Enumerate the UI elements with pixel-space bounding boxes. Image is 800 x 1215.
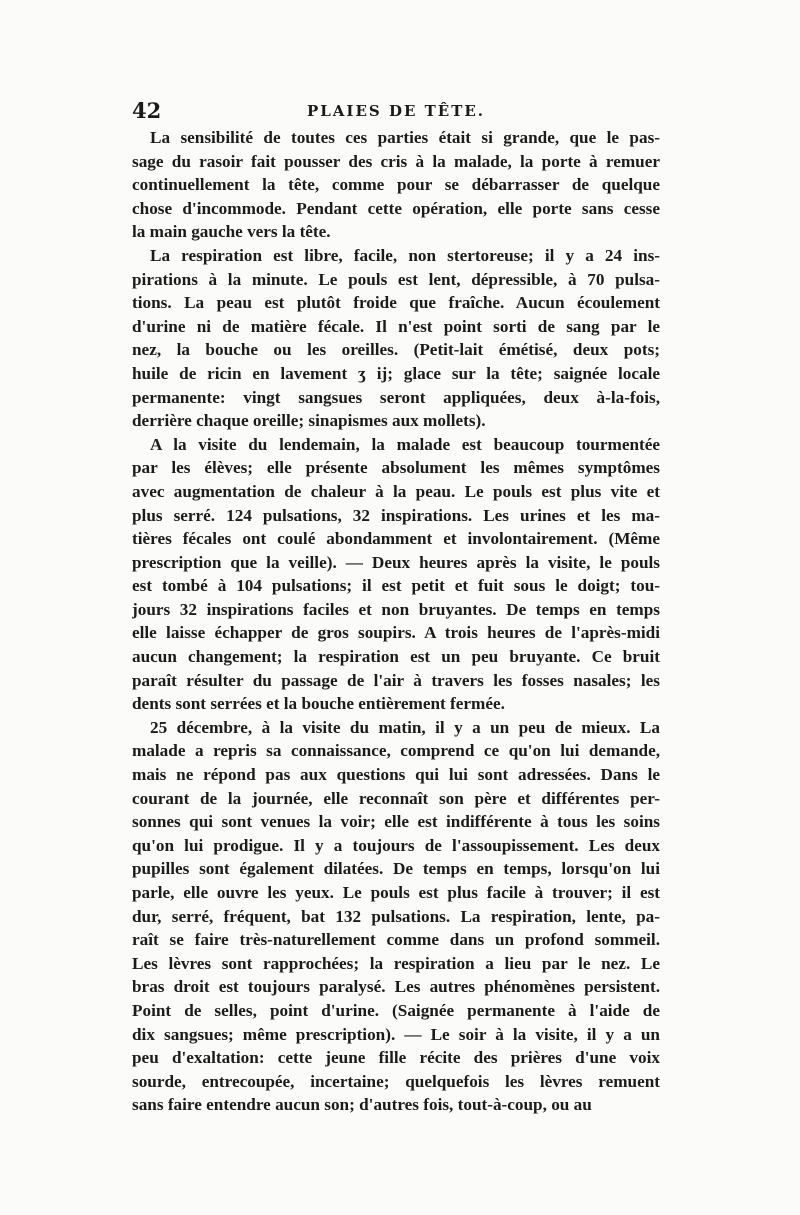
text-line: Les lèvres sont rapprochées; la respiration a lieu par le nez. Le xyxy=(132,953,660,973)
text-line: dur, serré, fréquent, bat 132 pulsations. La respiration, lente, pa- xyxy=(132,906,660,926)
text-line: tières fécales ont coulé abondamment et involontairement. (Même xyxy=(132,529,660,549)
text-line: A la visite du lendemain, la malade est beaucoup tourmentée xyxy=(150,434,660,454)
text-line: huile de ricin en lavement ʒ ij; glace sur la tête; saignée locale xyxy=(132,363,660,383)
text-line: paraît résulter du passage de l'air à travers les fosses nasales; les xyxy=(132,670,660,690)
paragraph xyxy=(132,433,660,716)
text-line: 25 décembre, à la visite du matin, il y a un peu de mieux. La xyxy=(150,717,660,737)
text-line: qu'on lui prodigue. Il y a toujours de l'assoupissement. Les deux xyxy=(132,835,660,855)
paragraph xyxy=(132,126,660,244)
text-line: elle laisse échapper de gros soupirs. A trois heures de l'après-midi xyxy=(132,623,660,643)
running-title: PLAIES DE TÊTE. xyxy=(306,102,486,120)
text-line: peu d'exaltation: cette jeune fille récite des prières d'une voix xyxy=(132,1048,660,1068)
text-line: la main gauche vers la tête. xyxy=(132,222,331,242)
page-header xyxy=(132,98,660,124)
text-line: tions. La peau est plutôt froide que fraîche. Aucun écoulement xyxy=(132,293,660,313)
text-line: parle, elle ouvre les yeux. Le pouls est plus facile à trouver; il est xyxy=(132,883,660,902)
text-line: est tombé à 104 pulsations; il est petit et fuit sous le doigt; tou- xyxy=(132,576,660,596)
text-line: sourde, entrecoupée, incertaine; quelquefois les lèvres remuent xyxy=(132,1071,660,1091)
text-line: chose d'incommode. Pendant cette opération, elle porte sans cesse xyxy=(132,198,660,218)
page-body xyxy=(132,126,660,1117)
text-line: raît se faire très-naturellement comme dans un profond sommeil. xyxy=(132,930,660,950)
text-line: continuellement la tête, comme pour se débarrasser de quelque xyxy=(132,175,660,195)
text-line: courant de la journée, elle reconnaît son père et différentes per- xyxy=(132,788,660,808)
text-line: mais ne répond pas aux questions qui lui sont adressées. Dans le xyxy=(132,765,660,785)
text-line: d'urine ni de matière fécale. Il n'est point sorti de sang par le xyxy=(132,316,660,336)
text-line: aucun changement; la respiration est un peu bruyante. Ce bruit xyxy=(132,647,660,667)
text-line: avec augmentation de chaleur à la peau. Le pouls est plus vite et xyxy=(132,481,660,501)
text-line: bras droit est toujours paralysé. Les autres phénomènes persistent. xyxy=(132,977,660,997)
text-line: sage du rasoir fait pousser des cris à la malade, la porte à remuer xyxy=(132,151,660,171)
paragraph xyxy=(132,716,660,1117)
text-line: nez, la bouche ou les oreilles. (Petit-lait émétisé, deux pots; xyxy=(132,340,660,360)
text-line: prescription que la veille). — Deux heures après la visite, le pouls xyxy=(132,552,660,572)
text-line: dix sangsues; même prescription). — Le soir à la visite, il y a un xyxy=(132,1024,660,1044)
text-line: permanente: vingt sangsues seront appliquées, deux à-la-fois, xyxy=(132,387,660,407)
text-line: pupilles sont également dilatées. De temps en temps, lorsqu'on lui xyxy=(132,859,660,879)
page-number: 42 xyxy=(132,98,162,123)
text-line: malade a repris sa connaissance, comprend ce qu'on lui demande, xyxy=(132,741,660,761)
text-line: par les élèves; elle présente absolument les mêmes symptômes xyxy=(132,458,660,478)
text-line: sans faire entendre aucun son; d'autres fois, tout-à-coup, ou au xyxy=(132,1095,592,1115)
text-line: derrière chaque oreille; sinapismes aux mollets). xyxy=(132,411,486,431)
text-line: La sensibilité de toutes ces parties était si grande, que le pas- xyxy=(150,128,660,147)
text-line: dents sont serrées et la bouche entièrement fermée. xyxy=(132,694,505,714)
text-line: plus serré. 124 pulsations, 32 inspirations. Les urines et les ma- xyxy=(132,505,660,525)
text-line: sonnes qui sont venues la voir; elle est indifférente à tous les soins xyxy=(132,812,660,832)
text-line: La respiration est libre, facile, non stertoreuse; il y a 24 ins- xyxy=(150,245,660,265)
text-line: Point de selles, point d'urine. (Saignée permanente à l'aide de xyxy=(132,1000,660,1020)
text-line: jours 32 inspirations faciles et non bruyantes. De temps en temps xyxy=(132,599,660,619)
text-line: pirations à la minute. Le pouls est lent, dépressible, à 70 pulsa- xyxy=(132,269,660,289)
paragraph xyxy=(132,244,660,433)
